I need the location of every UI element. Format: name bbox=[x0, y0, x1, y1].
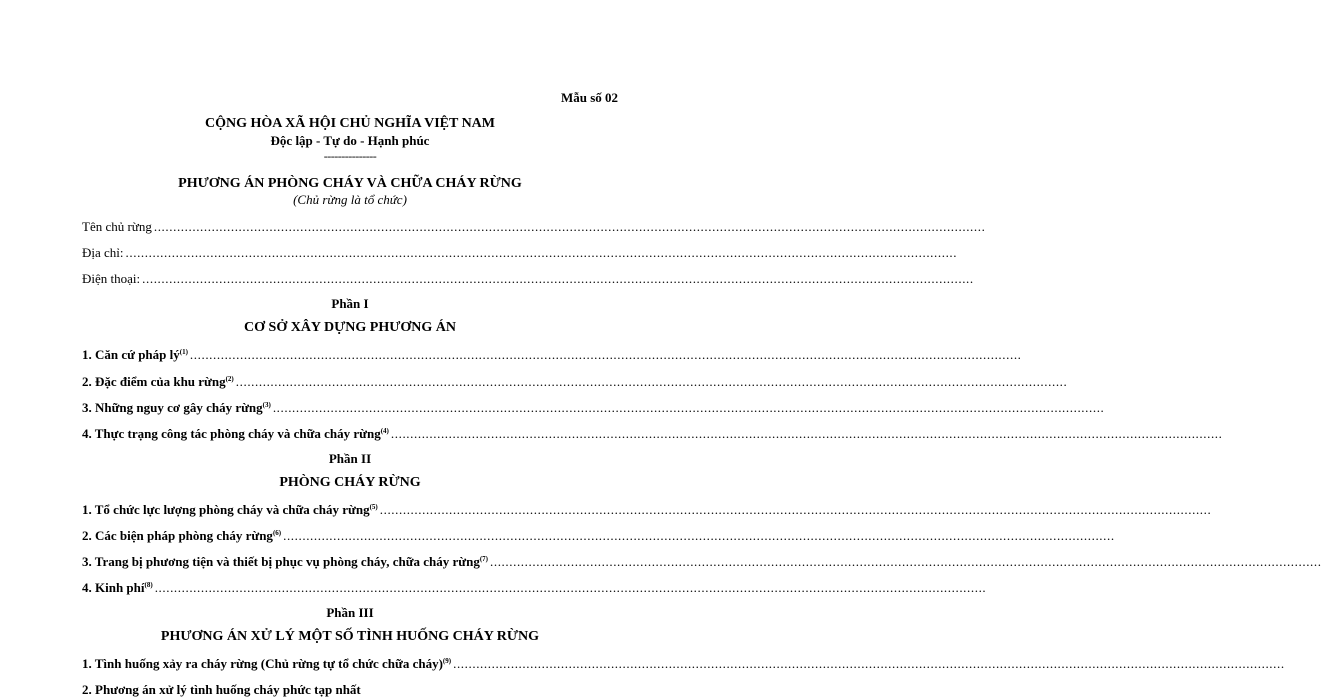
item-text: 1. Tình huống xảy ra cháy rừng (Chủ rừng tự tổ chức chữa cháy) bbox=[82, 656, 443, 671]
dot-leader: ........................................................................................................................................................................................................................ bbox=[390, 426, 1223, 441]
part-3-label: Phần III bbox=[326, 605, 374, 620]
address-field bbox=[82, 245, 958, 261]
owner-name-label: Tên chủ rừng bbox=[82, 219, 152, 234]
dot-leader: ........................................................................................................................................................................................................................ bbox=[153, 219, 986, 234]
part-3-item bbox=[82, 656, 1285, 672]
item-text: 2. Đặc điểm của khu rừng bbox=[82, 374, 226, 389]
dot-leader: ........................................................................................................................................................................................................................ bbox=[235, 374, 1068, 389]
part-1-item bbox=[82, 400, 1105, 416]
phone-label: Điện thoại: bbox=[82, 271, 141, 286]
dot-leader: ........................................................................................................................................................................................................................ bbox=[490, 554, 1322, 569]
footnote-ref: (1) bbox=[179, 348, 188, 356]
footnote-ref: (3) bbox=[262, 401, 271, 409]
footnote-ref: (6) bbox=[272, 529, 282, 537]
footnote-ref: (2) bbox=[225, 375, 234, 383]
item-text: 3. Những nguy cơ gây cháy rừng bbox=[82, 400, 263, 415]
footnote-ref: (5) bbox=[369, 503, 378, 511]
footnote-ref: (9) bbox=[442, 657, 452, 665]
part-2-item bbox=[82, 528, 1115, 544]
dot-leader: ........................................................................................................................................................................................................................ bbox=[272, 400, 1105, 415]
dot-leader: ........................................................................................................................................................................................................................ bbox=[154, 580, 987, 595]
dot-leader: ........................................................................................................................................................................................................................ bbox=[189, 347, 1022, 362]
part-1-item bbox=[82, 374, 1068, 390]
item-text: 4. Thực trạng công tác phòng cháy và chữa cháy rừng bbox=[82, 426, 381, 441]
dot-leader: ........................................................................................................................................................................................................................ bbox=[125, 245, 958, 260]
item-text: 1. Tổ chức lực lượng phòng cháy và chữa cháy rừng bbox=[82, 502, 370, 517]
part-1-label: Phần I bbox=[331, 296, 369, 311]
footnote-ref: (8) bbox=[144, 581, 153, 589]
item-text: 4. Kinh phí bbox=[82, 580, 145, 595]
phone-field bbox=[82, 271, 974, 287]
part-3-title: PHƯƠNG ÁN XỬ LÝ MỘT SỐ TÌNH HUỐNG CHÁY RỪNG bbox=[160, 629, 540, 644]
part-2-title: PHÒNG CHÁY RỪNG bbox=[279, 475, 421, 490]
part-2-item bbox=[82, 502, 1212, 518]
part-1-item bbox=[82, 347, 1022, 363]
footnote-ref: (7) bbox=[479, 555, 488, 563]
item-text: 1. Căn cứ pháp lý bbox=[82, 347, 180, 362]
form-code: Mẫu số 02 bbox=[560, 90, 618, 105]
dot-leader: ........................................................................................................................................................................................................................ bbox=[142, 271, 974, 286]
motto-divider: --------------- bbox=[323, 149, 377, 163]
dot-leader: ........................................................................................................................................................................................................................ bbox=[379, 502, 1212, 517]
item-text: 3. Trang bị phương tiện và thiết bị phục vụ phòng cháy, chữa cháy rừng bbox=[82, 554, 480, 569]
item-text: 2. Phương án xử lý tình huống cháy phức tạp nhất bbox=[82, 682, 361, 697]
footnote-ref: (4) bbox=[380, 427, 389, 435]
document-title: PHƯƠNG ÁN PHÒNG CHÁY VÀ CHỮA CHÁY RỪNG bbox=[178, 176, 522, 191]
document-subtitle: (Chủ rừng là tổ chức) bbox=[293, 192, 407, 207]
part-2-label: Phần II bbox=[328, 451, 372, 466]
part-3-item bbox=[82, 682, 536, 698]
item-text: 2. Các biện pháp phòng cháy rừng bbox=[82, 528, 273, 543]
part-1-title: CƠ SỞ XÂY DỰNG PHƯƠNG ÁN bbox=[244, 320, 456, 335]
part-1-item bbox=[82, 426, 1223, 442]
address-label: Địa chỉ: bbox=[82, 245, 124, 260]
dot-leader: ........................................................................................................................................................................................................................ bbox=[453, 656, 1285, 671]
national-title: CỘNG HÒA XÃ HỘI CHỦ NGHĨA VIỆT NAM bbox=[204, 116, 495, 131]
owner-name-field bbox=[82, 219, 986, 235]
part-2-item bbox=[82, 580, 987, 596]
part-2-item bbox=[82, 554, 1322, 570]
dot-leader: ........................................................................................................................................................................................................................ bbox=[283, 528, 1115, 543]
national-motto: Độc lập - Tự do - Hạnh phúc bbox=[270, 133, 430, 148]
